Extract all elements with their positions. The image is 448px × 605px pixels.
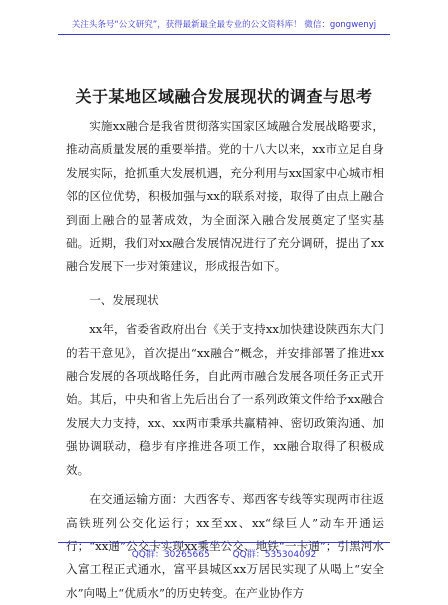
body-paragraph: 在交通运输方面：大西客专、郑西客专线等实现两市往返高铁班列公交化运行；xx至xx、xx“绿巨人”动车开通运行；“xx通”公交卡实现xx乘坐公交、地铁“一卡通”；引黑河水入富工程正式通水，富平县城区xx万居民实现了从喝上“安全水”向喝上“优质水”的历史转变。在产业协作方: [66, 492, 384, 600]
paragraph-gap: [66, 279, 384, 285]
intro-paragraph: 实施xx融合是我省贯彻落实国家区域融合发展战略要求，推动高质量发展的重要举措。党的十八大以来，xx市立足自身发展实际，抢抓重大发展机遇，充分利用与xx国家中心城市相邻的区位优势，积极加强与xx的联系对接，取得了由点上融合到面上融合的显著成效，为全面深入融合发展奠定了坚实基础。近期，我们对xx融合发展情况进行了充分调研，提出了xx融合发展下一步对策建议，形成报告如下。: [66, 119, 384, 274]
header-banner: 关注头条号“公文研究”，获得最新最全最专业的公文资料库！ 微信：gongwenyj: [71, 20, 377, 30]
qq-group-1: QQ群：30265665: [131, 550, 210, 560]
footer-contact: [0, 547, 448, 560]
section-heading: 一、发展现状: [89, 292, 159, 307]
header-divider: [58, 34, 390, 35]
qq-group-2: QQ群：535304092: [232, 550, 317, 560]
document-title: 关于某地区域融合发展现状的调查与思考: [75, 87, 373, 106]
document-body: [66, 115, 384, 605]
body-paragraph: xx年，省委省政府出台《关于支持xx加快建设陕西东大门的若干意见》，首次提出“xx融合”概念，并安排部署了推进xx融合发展的各项战略任务，自此两市融合发展各项任务正式开始。其后，中央和省上先后出台了一系列政策文件给予xx融合发展大力支持，xx、xx两市秉承共赢精神、密切政策沟通、加强协调联动，稳步有序推进各项工作，xx融合取得了积极成效。: [66, 322, 384, 477]
footer-divider: [58, 542, 390, 543]
